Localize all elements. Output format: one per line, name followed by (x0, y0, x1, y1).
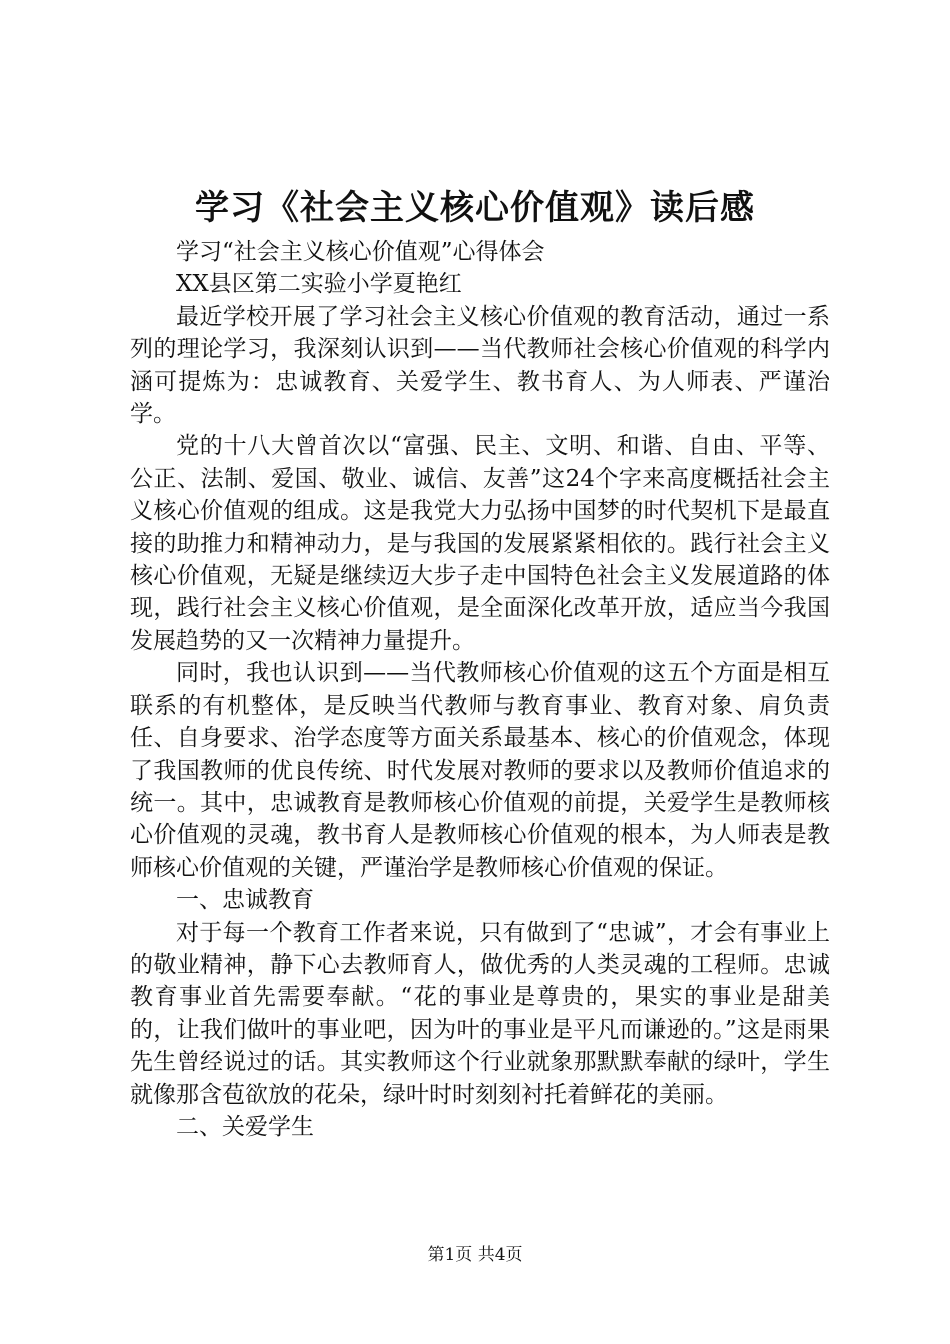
paragraph: 同时，我也认识到——当代教师核心价值观的这五个方面是相互联系的有机整体，是反映当代教师与教育事业、教育对象、肩负责任、自身要求、治学态度等方面关系最基本、核心的价值观念，体现了我国教师的优良传统、时代发展对教师的要求以及教师价值追求的统一。其中，忠诚教育是教师核心价值观的前提，关爱学生是教师核心价值观的灵魂，教书育人是教师核心价值观的根本，为人师表是教师核心价值观的关键，严谨治学是教师核心价值观的保证。 (130, 660, 830, 881)
section-heading: 一、忠诚教育 (176, 887, 314, 914)
page-footer: 第1页 共4页 (427, 1245, 523, 1265)
section-heading: 二、关爱学生 (176, 1113, 314, 1140)
paragraph: 最近学校开展了学习社会主义核心价值观的教育活动，通过一系列的理论学习，我深刻认识到——当代教师社会核心价值观的科学内涵可提炼为：忠诚教育、关爱学生、教书育人、为人师表、严谨治学。 (130, 303, 830, 428)
paragraph-author: XX县区第二实验小学夏艳红 (176, 271, 462, 298)
document-body (130, 236, 830, 1143)
paragraph: 党的十八大曾首次以“富强、民主、文明、和谐、自由、平等、公正、法制、爱国、敬业、诚信、友善”这24个字来高度概括社会主义核心价值观的组成。这是我党大力弘扬中国梦的时代契机下是最直接的助推力和精神动力，是与我国的发展紧紧相依的。践行社会主义核心价值观，无疑是继续迈大步子走中国特色社会主义发展道路的体现，践行社会主义核心价值观，是全面深化改革开放，适应当今我国发展趋势的又一次精神力量提升。 (130, 433, 830, 654)
paragraph-subtitle: 学习“社会主义核心价值观”心得体会 (176, 239, 545, 265)
paragraph: 对于每一个教育工作者来说，只有做到了“忠诚”，才会有事业上的敬业精神，静下心去教师育人，做优秀的人类灵魂的工程师。忠诚教育事业首先需要奉献。“花的事业是尊贵的，果实的事业是甜美的，让我们做叶的事业吧，因为叶的事业是平凡而谦逊的。”这是雨果先生曾经说过的话。其实教师这个行业就象那默默奉献的绿叶，学生就像那含苞欲放的花朵，绿叶时时刻刻衬托着鲜花的美丽。 (130, 919, 830, 1108)
document-title: 学习《社会主义核心价值观》读后感 (195, 188, 755, 228)
